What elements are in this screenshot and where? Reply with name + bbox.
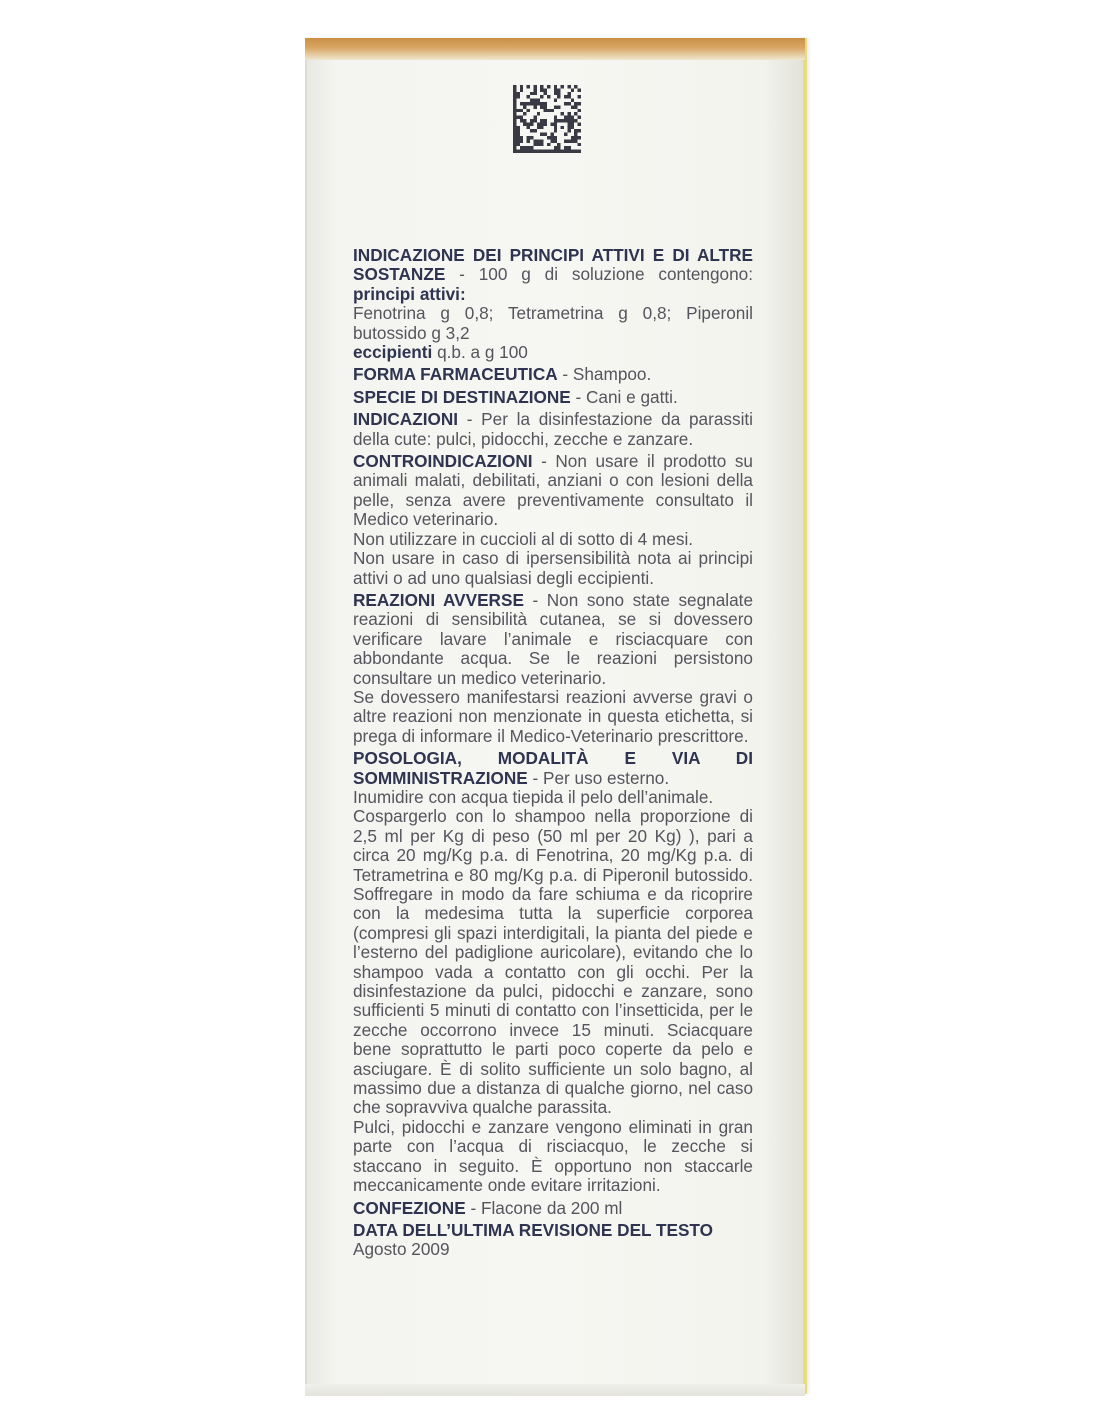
box-bottom-edge [305, 1384, 805, 1396]
section-specie: SPECIE DI DESTINAZIONE - Cani e gatti. [353, 386, 678, 407]
heading-confezione: CONFEZIONE [353, 1197, 466, 1218]
leaflet-text [353, 246, 753, 1263]
section-reazioni: REAZIONI AVVERSE - Non sono state segnalate reazioni di sensibilità cutanea, se si dovessero verificare lavare l’animale e risciacquare con abbondante acqua. Se le reazioni persistono consultare un medico veterinario. Se dovessero manifestarsi reazioni avverse gravi o altre reazioni non menzionate in questa etichetta, si prega di informare il Medico-Veterinario prescrittore. [353, 589, 754, 746]
heading-revisione: DATA DELL’ULTIMA REVISIONE DEL TESTO [353, 1219, 713, 1240]
heading-controindicazioni: CONTROINDICAZIONI [353, 451, 533, 472]
section-confezione: CONFEZIONE - Flacone da 200 ml [353, 1197, 623, 1218]
section-controindicazioni: CONTROINDICAZIONI - Non usare il prodotto su animali malati, debilitati, anziani o con lesioni della pelle, senza avere preventivamente consultato il Medico veterinario. Non utilizzare in cuccioli al di sotto di 4 mesi. Non usare in caso di ipersensibilità nota ai principi attivi o ad uno qualsiasi degli eccipienti. [353, 451, 753, 588]
heading-reazioni: REAZIONI AVVERSE [353, 589, 524, 610]
heading-specie: SPECIE DI DESTINAZIONE [353, 386, 571, 407]
section-principi: INDICAZIONE DEI PRINCIPI ATTIVI E DI ALTRE SOSTANZE - 100 g di soluzione contengono: principi attivi: Fenotrina g 0,8; Tetrametrina g 0,8; Piperonil butossido g 3,2 eccipienti q.b. a g 100 [353, 245, 753, 363]
heading-principi: INDICAZIONE DEI PRINCIPI ATTIVI E DI ALTRE SOSTANZE [353, 245, 753, 285]
box-top-flap [305, 38, 805, 60]
section-posologia: POSOLOGIA, MODALITÀ E VIA DI SOMMINISTRAZIONE - Per uso esterno. Inumidire con acqua tiepida il pelo dell’animale. Cospargerlo con lo shampoo nella proporzione di 2,5 ml per Kg di peso (50 ml per 20 Kg) ), pari a circa 20 mg/Kg p.a. di Fenotrina, 20 mg/Kg p.a. di Tetrametrina e 80 mg/Kg p.a. di Piperonil butossido. Soffregare in modo da fare schiuma e da ricoprire con la medesima tutta la superficie corporea (compresi gli spazi interdigitali, la pianta del piede e l’esterno del padiglione auricolare), evitando che lo shampoo vada a contatto con gli occhi. Per la disinfestazione da pulci, pidocchi e zanzare, sono sufficienti 5 minuti di contatto con l’insetticida, per le zecche occorrono invece 15 minuti. Sciacquare bene soprattutto le parti poco coperte da pelo e asciugare. È di solito sufficiente un solo bagno, al massimo due a distanza di qualche giorno, nel caso che sopravviva qualche parassita. Pulci, pidocchi e zanzare vengono eliminati in gran parte con l’acqua di risciacquo, le zecche si staccano in seguito. È opportuno non staccarle meccanicamente onde evitare irritazioni. [353, 748, 753, 1196]
heading-posologia: POSOLOGIA, MODALITÀ E VIA DI SOMMINISTRAZIONE [353, 748, 753, 788]
heading-indicazioni: INDICAZIONI [353, 409, 459, 430]
datamatrix-code [513, 85, 581, 153]
section-revisione: DATA DELL’ULTIMA REVISIONE DEL TESTO Agosto 2009 [353, 1219, 713, 1260]
heading-forma: FORMA FARMACEUTICA [353, 364, 558, 385]
section-indicazioni: INDICAZIONI - Per la disinfestazione da parassiti della cute: pulci, pidocchi, zecche e zanzare. [353, 409, 753, 449]
section-forma: FORMA FARMACEUTICA - Shampoo. [353, 364, 652, 385]
